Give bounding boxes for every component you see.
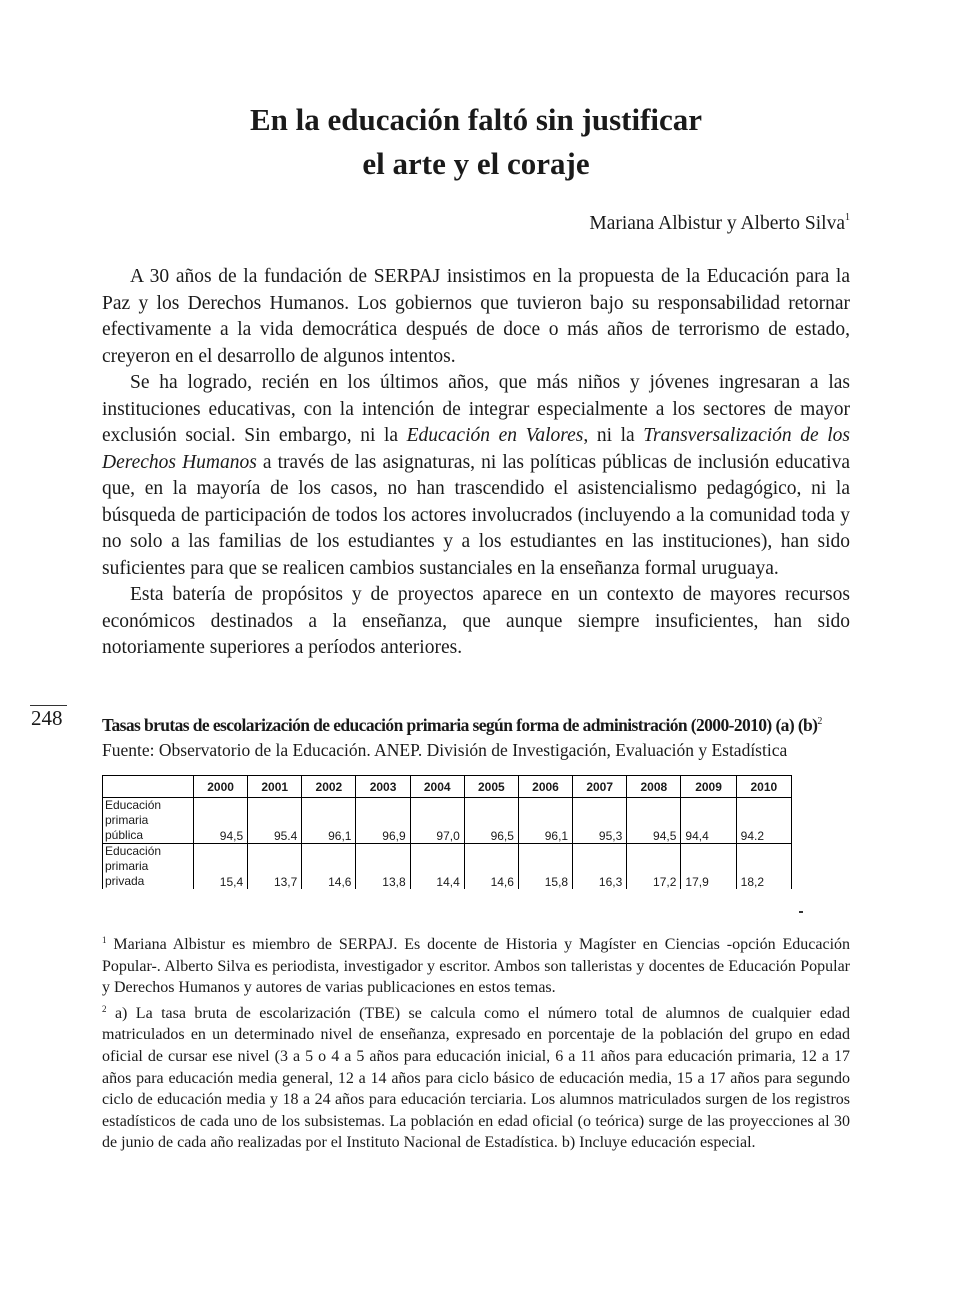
year-header: 2000 — [194, 776, 248, 798]
table-cell: 13,7 — [248, 844, 302, 890]
table-cell: 17,9 — [681, 844, 736, 890]
table-cell: 96,9 — [356, 798, 410, 844]
table-cell: 95,3 — [573, 798, 627, 844]
table-cell: 14,6 — [302, 844, 356, 890]
body-text — [102, 264, 850, 662]
table-title-footnote-mark: 2 — [817, 716, 822, 727]
footnotes — [102, 930, 850, 1154]
year-header: 2003 — [356, 776, 410, 798]
year-header: 2010 — [736, 776, 791, 798]
table-cell: 96,1 — [302, 798, 356, 844]
table-cell: 94,5 — [627, 798, 681, 844]
year-header: 2008 — [627, 776, 681, 798]
table-source: Fuente: Observatorio de la Educación. ANEP. División de Investigación, Evaluación y Estadística — [102, 740, 788, 760]
authors-line — [589, 212, 850, 235]
table-header-row — [103, 776, 792, 798]
footnote-1-text: Mariana Albistur es miembro de SERPAJ. Es docente de Historia y Magíster en Ciencias -opción Educación Popular-. Alberto Silva es periodista, investigador y escritor. Ambos son talleristas y docentes de Educación Popular y Derechos Humanos y autores de varias publicaciones en estos temas. — [102, 936, 851, 997]
row-label — [103, 844, 194, 890]
table-cell: 14,6 — [464, 844, 518, 890]
table-title — [102, 715, 822, 736]
table-cell: 15,8 — [518, 844, 572, 890]
table-cell: 16,3 — [573, 844, 627, 890]
table-cell: 97,0 — [410, 798, 464, 844]
table-title-text: Tasas brutas de escolarización de educación primaria según forma de administración (2000-2010) (a) (b) — [102, 715, 818, 735]
paragraph-2-italic-1: Educación en Valores — [406, 425, 584, 446]
table-cell: 17,2 — [627, 844, 681, 890]
year-header: 2009 — [681, 776, 736, 798]
year-header: 2005 — [464, 776, 518, 798]
title-line-1: En la educación faltó sin justificar — [249, 102, 703, 137]
row-label-line: pública — [105, 828, 144, 842]
table-cell: 15,4 — [194, 844, 248, 890]
footnote-1-mark: 1 — [102, 935, 107, 945]
table-cell: 95.4 — [248, 798, 302, 844]
row-label-line: privada — [105, 874, 145, 888]
table-row — [103, 844, 792, 890]
row-label-line: Educación — [105, 844, 162, 858]
table-cell: 14,4 — [410, 844, 464, 890]
paragraph-2-italic-2: Transversalización de los Derechos Humanos — [102, 425, 850, 473]
page-number: 248 — [31, 706, 63, 730]
page-title — [100, 98, 852, 186]
paragraph-1: A 30 años de la fundación de SERPAJ insistimos en la propuesta de la Educación para la Paz y los Derechos Humanos. Los gobiernos que tuvieron bajo su responsabilidad retornar efectivamente a la vida democrática después de doce o más años de terrorismo de estado, creyeron en el desarrollo de algunos intentos. — [102, 266, 850, 367]
authors-footnote-mark: 1 — [845, 212, 850, 223]
paragraph-2 — [102, 370, 850, 582]
table-cell: 94.2 — [736, 798, 791, 844]
table-cell: 13,8 — [356, 844, 410, 890]
table-cell: 96,1 — [518, 798, 572, 844]
year-header: 2006 — [518, 776, 572, 798]
row-label — [103, 798, 194, 844]
table-row — [103, 798, 792, 844]
footnote-2-mark: 2 — [102, 1003, 107, 1014]
footnote-2-text: a) La tasa bruta de escolarización (TBE) se calcula como el número total de alumnos de cualquier edad matriculados en un determinado nivel de enseñanza, expresado en porcentaje de la población del grupo en edad oficial de cursar ese nivel (3 a 5 o 4 a 5 años para educación inicial, 6 a 11 años para educación primaria, 12 a 17 años para educación media general, 12 a 14 años para ciclo básico de educación media, 15 a 17 años para segundo ciclo de educación media y 18 a 24 años para educación terciaria. Los alumnos matriculados surgen de los registros estadísticos de cada uno de los subsistemas. La población en edad oficial (o teórica) surge de las proyecciones al 30 de junio de cada año realizadas por el Instituto Nacional de Estadística. b) Incluye educación especial. — [102, 1004, 850, 1152]
year-header: 2002 — [302, 776, 356, 798]
row-label-line: primaria — [105, 813, 149, 827]
paragraph-2-part-b: , ni la — [583, 425, 644, 446]
table-cell: 94,4 — [681, 798, 736, 844]
footnote-2 — [102, 999, 850, 1154]
table-cell: 18,2 — [736, 844, 791, 890]
table-corner-cell — [103, 776, 194, 798]
title-line-2: el arte y el coraje — [362, 146, 590, 181]
paragraph-2-part-a: Se ha logrado, recién en los últimos años, que más niños y jóvenes ingresaran a las instituciones educativas, con la intención de integrar especialmente a los sectores de mayor exclusión social. Sin embargo, ni la — [102, 372, 850, 446]
row-label-line: primaria — [105, 859, 149, 873]
year-header: 2007 — [573, 776, 627, 798]
table-cell: 96,5 — [464, 798, 518, 844]
table-cell: 94,5 — [194, 798, 248, 844]
paragraph-3: Esta batería de propósitos y de proyectos aparece en un contexto de mayores recursos económicos destinados a la enseñanza, que aunque siempre insuficientes, han sido notoriamente superiores a períodos anteriores. — [102, 584, 850, 658]
footnote-1 — [102, 930, 850, 999]
year-header: 2001 — [248, 776, 302, 798]
authors-text: Mariana Albistur y Alberto Silva — [589, 213, 845, 234]
stray-mark — [799, 911, 803, 913]
year-header: 2004 — [410, 776, 464, 798]
row-label-line: Educación — [105, 798, 162, 812]
enrollment-table — [102, 775, 792, 889]
paragraph-2-part-c: a través de las asignaturas, ni las políticas públicas de inclusión educativa que, en la mayoría de los casos, no han trascendido el asistencialismo pedagógico, ni la búsqueda de participación de todos los actores involucrados (incluyendo a la comunidad toda y no solo a las familias de los estudiantes y a los estudiantes en las instituciones), han sido suficientes para que se realicen cambios sustanciales en la enseñanza formal uruguaya. — [102, 451, 850, 579]
